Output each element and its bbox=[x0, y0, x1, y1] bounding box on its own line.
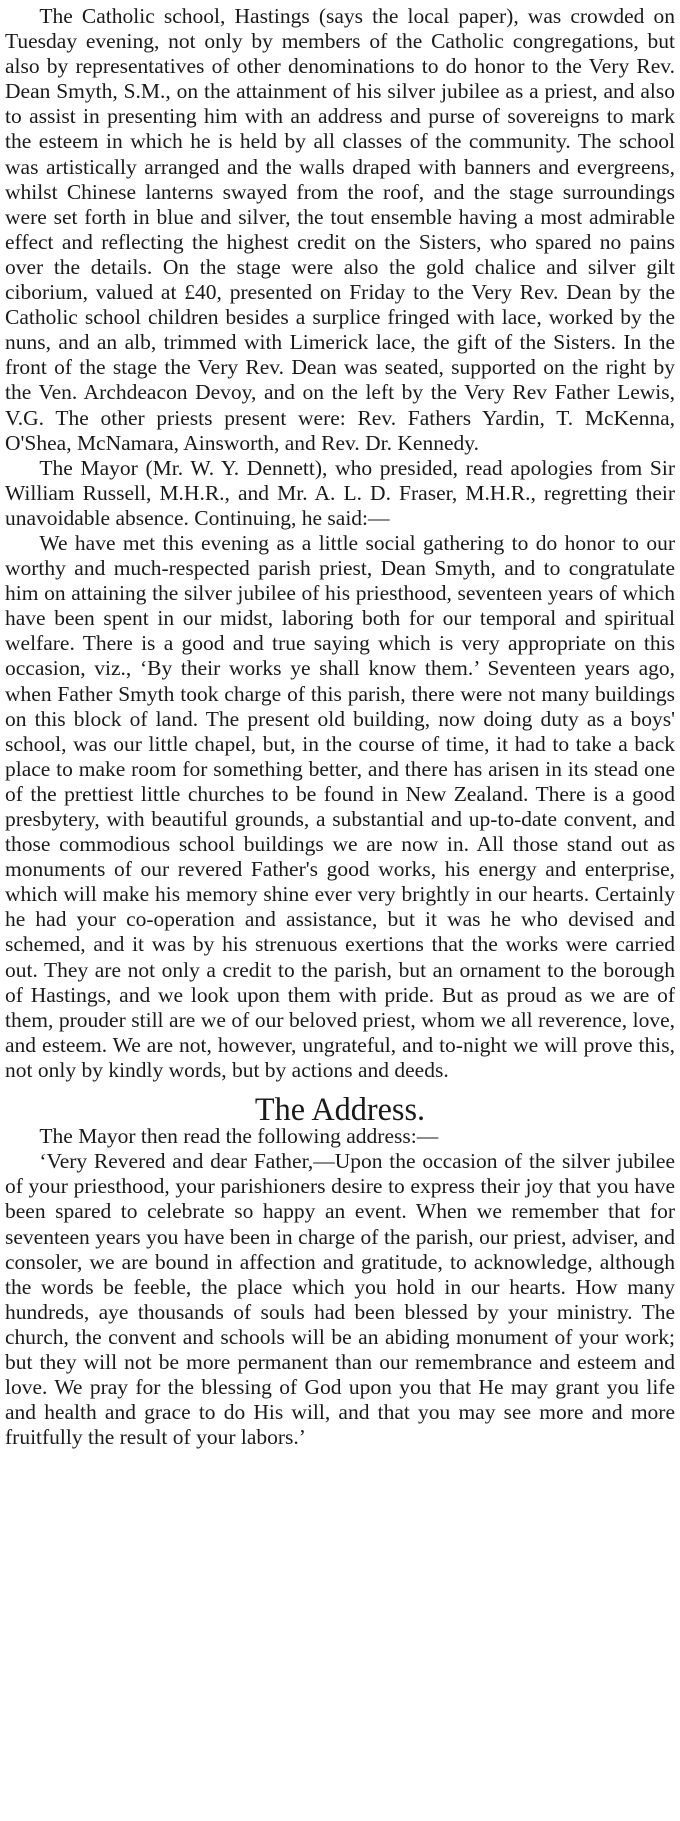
paragraph-address-intro: The Mayor then read the following address:— bbox=[39, 1124, 439, 1149]
paragraph-mayor-speech: We have met this evening as a little social gathering to do honor to our worthy and much-respected parish priest, Dean Smyth, and to congratulate him on attaining the silver jubilee of his priesthood, seventeen years of which have been spent in our midst, laboring both for our temporal and spiritual welfare. There is a good and true saying which is very appropriate on this occasion, viz., ‘By their works ye shall know them.’ Seventeen years ago, when Father Smyth took charge of this parish, there were not many buildings on this block of land. The present old building, now doing duty as a boys' school, was our little chapel, but, in the course of time, it had to take a back place to make room for something better, and there has arisen in its stead one of the prettiest little churches to be found in New Zealand. There is a good presbytery, with beautiful grounds, a substantial and up-to-date convent, and those commodious school buildings we are now in. All those stand out as monuments of our revered Father's good works, his energy and enterprise, which will make his memory shine ever very brightly in our hearts. Certainly he had your co-operation and assistance, but it was he who devised and schemed, and it was by his strenuous exertions that the works were carried out. They are not only a credit to the parish, but an ornament to the borough of Hastings, and we look upon them with pride. But as proud as we are of them, prouder still are we of our beloved priest, whom we all reverence, love, and esteem. We are not, however, ungrateful, and to-night we will prove this, not only by kindly words, but by actions and deeds. bbox=[5, 530, 675, 1082]
article-column bbox=[5, 4, 675, 1450]
paragraph-address-text: ‘Very Revered and dear Father,—Upon the occasion of the silver jubilee of your priesthood, your parishioners desire to express their joy that you have been spared to celebrate so happy an event. When we remember that for seventeen years you have been in charge of the parish, our priest, adviser, and consoler, we are bound in affection and gratitude, to acknowledge, although the words be feeble, the place which you hold in our hearts. How many hundreds, aye thousands of souls had been blessed by your ministry. The church, the convent and schools will be an abiding monument of your work; but they will not be more permanent than our remembrance and esteem and love. We pray for the blessing of God upon you that He may grant you life and health and grace to do His will, and that you may see more and more fruitfully the result of your labors.’ bbox=[5, 1149, 675, 1450]
paragraph-intro: The Catholic school, Hastings (says the local paper), was crowded on Tuesday evening, not only by members of the Catholic congregations, but also by representatives of other denominations to do honor to the Very Rev. Dean Smyth, S.M., on the attainment of his silver jubilee as a priest, and also to assist in presenting him with an address and purse of sovereigns to mark the esteem in which he is held by all classes of the community. The school was artistically arranged and the walls draped with banners and evergreens, whilst Chinese lanterns swayed from the roof, and the stage surroundings were set forth in blue and silver, the tout ensemble having a most admirable effect and reflecting the highest credit on the Sisters, who spared no pains over the details. On the stage were also the gold chalice and silver gilt ciborium, valued at £40, presented on Friday to the Very Rev. Dean by the Catholic school children besides a surplice fringed with lace, worked by the nuns, and an alb, trimmed with Limerick lace, the gift of the Sisters. In the front of the stage the Very Rev. Dean was seated, supported on the right by the Ven. Archdeacon Devoy, and on the left by the Very Rev Father Lewis, V.G. The other priests present were: Rev. Fathers Yardin, T. McKenna, O'Shea, McNamara, Ainsworth, and Rev. Dr. Kennedy. bbox=[5, 4, 675, 455]
paragraph-mayor-apologies: The Mayor (Mr. W. Y. Dennett), who presided, read apologies from Sir William Russell, M.H.R., and Mr. A. L. D. Fraser, M.H.R., regretting their unavoidable absence. Continuing, he said:— bbox=[5, 455, 675, 530]
section-heading: The Address. bbox=[254, 1091, 426, 1128]
